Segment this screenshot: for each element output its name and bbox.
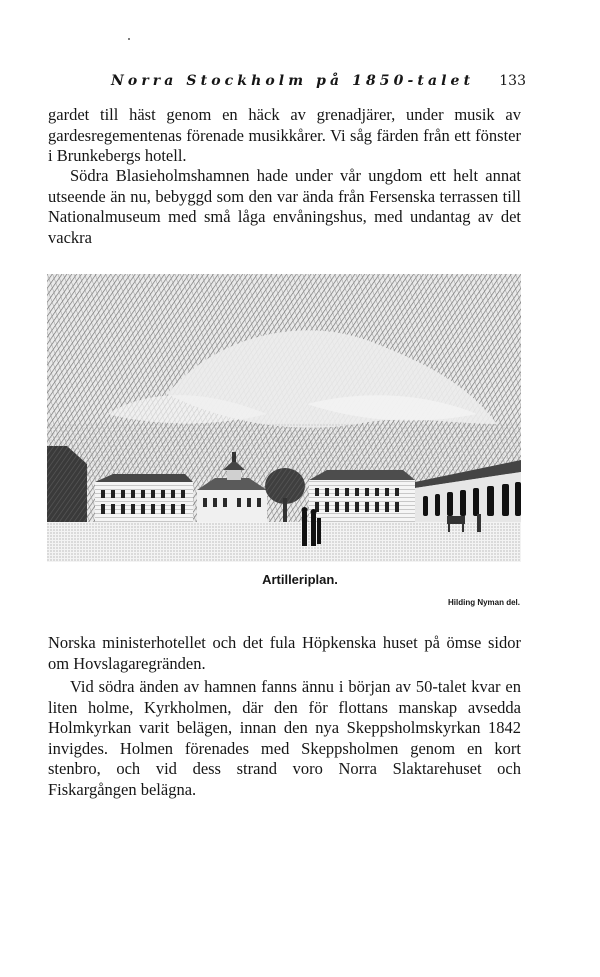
illustration-artilleriplan <box>47 274 521 562</box>
figure-caption: Artilleriplan. <box>262 572 338 587</box>
paragraph-4: Vid södra änden av hamnen fanns ännu i början av 50-talet kvar en liten holme, Kyrkholmen, där den för flottans manskap avsedda Holmkyrkan varit belägen, innan den nya Skeppsholmskyrkan 1842 invigdes. Holmen förenades med Skeppsholmen genom en kort stenbro, och vid dess strand voro Norra Slaktarehuset och Fiskargången belägna. <box>48 677 521 799</box>
print-speck <box>128 38 130 40</box>
page-header <box>111 73 526 93</box>
paragraph-3: Norska ministerhotellet och det fula Höpkenska huset på ömse sidor om Hovslagaregränden. <box>48 633 521 673</box>
page-number: 133 <box>499 73 526 89</box>
paragraph-2: Södra Blasieholmshamnen hade under vår ungdom ett helt annat utseende än nu, bebyggd som den var ända från Fersenska terrassen till Nationalmuseum med små låga envåningshus, med undantag av det vackra <box>48 166 521 247</box>
running-title: Norra Stockholm på 1850-talet <box>111 73 475 89</box>
paragraph-1: gardet till häst genom en häck av grenadjärer, under musik av gardesregementenas förenade musikkårer. Vi såg färden från ett fönster i Brunkebergs hotell. <box>48 105 521 165</box>
figure-credit: Hilding Nyman del. <box>447 598 520 607</box>
